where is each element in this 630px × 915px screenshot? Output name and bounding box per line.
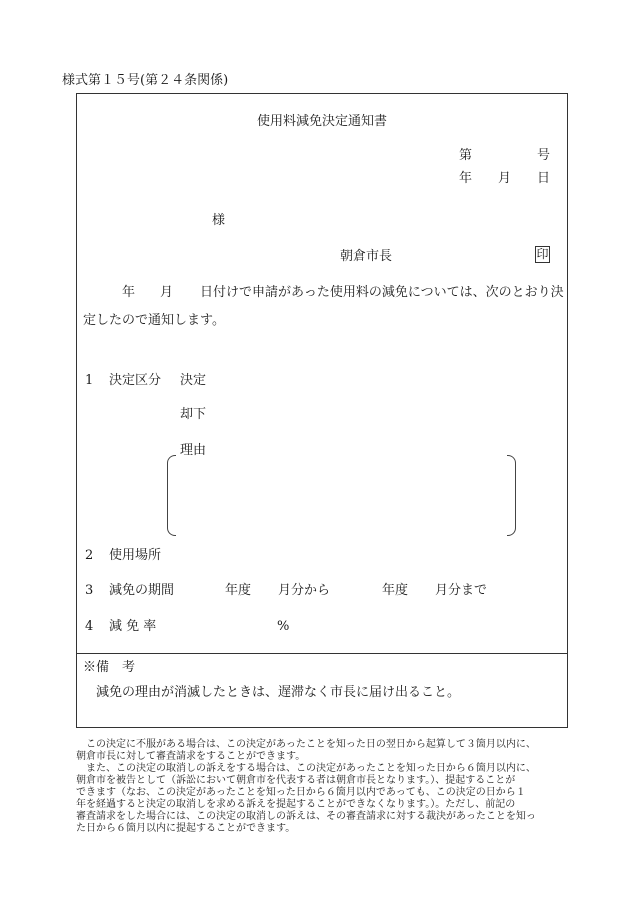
footer-note-line: 年を経過すると決定の取消しを求める訴えを提起することができなくなります。）。ただし、前記の <box>76 799 516 810</box>
issuer-name: 朝倉市長 <box>340 249 393 264</box>
reason-bracket-right <box>507 455 516 536</box>
item1-reason-label: 理由 <box>180 443 207 458</box>
addressee-suffix: 様 <box>212 213 226 228</box>
footer-note-line: 朝倉市長に対して審査請求をすることができます。 <box>76 751 306 762</box>
remarks-title: ※備 考 <box>83 660 136 675</box>
body-text-line-2: 定したので通知します。 <box>83 313 225 328</box>
item1-label: 決定区分 <box>109 373 162 388</box>
item3-from-year: 年度 <box>225 583 252 598</box>
remarks-text: 減免の理由が消滅したときは、遅滞なく市長に届け出ること。 <box>96 685 461 700</box>
body-year: 年 <box>122 285 136 300</box>
date-month: 月 <box>498 171 512 186</box>
item1-option-approve: 決定 <box>180 373 207 388</box>
number-suffix: 号 <box>537 148 551 163</box>
body-month: 月 <box>160 285 174 300</box>
date-day: 日 <box>537 171 551 186</box>
item4-label: 減 免 率 <box>109 619 157 634</box>
footer-note-line: また、この決定の取消しの訴えをする場合は、この決定があったことを知った日から６箇月以内に、 <box>76 763 536 774</box>
item4-unit: % <box>277 619 290 634</box>
item3-from-month: 月分から <box>278 583 331 598</box>
form-number-label: 様式第１５号(第２４条関係) <box>62 73 229 88</box>
footer-note-line: 朝倉市を被告として（訴訟において朝倉市を代表する者は朝倉市長となります。）、提起することが <box>76 775 516 786</box>
item3-number: 3 <box>85 583 94 598</box>
footer-note-line: できます（なお、この決定があったことを知った日から６箇月以内であっても、この決定の日から１ <box>76 787 526 798</box>
item3-label: 減免の期間 <box>109 583 175 598</box>
item3-to-year: 年度 <box>382 583 409 598</box>
footer-note-line: 審査請求をした場合には、この決定の取消しの訴えは、その審査請求に対する裁決があったことを知っ <box>76 811 536 822</box>
seal-stamp-box: 印 <box>536 247 549 261</box>
item1-option-reject: 却下 <box>180 407 207 422</box>
reason-bracket-left <box>167 455 176 536</box>
footer-note-line: た日から６箇月以内に提起することができます。 <box>76 823 296 834</box>
item1-number: 1 <box>85 373 94 388</box>
item4-number: 4 <box>85 619 94 634</box>
footer-note-line: この決定に不服がある場合は、この決定があったことを知った日の翌日から起算して３箇月以内に、 <box>76 739 536 750</box>
item2-number: 2 <box>85 548 94 563</box>
remarks-divider <box>76 653 568 654</box>
document-title: 使用料減免決定通知書 <box>257 114 388 129</box>
date-year: 年 <box>459 171 473 186</box>
item2-label: 使用場所 <box>109 548 162 563</box>
item3-to-month: 月分まで <box>435 583 488 598</box>
body-text-line-1: 日付けで申請があった使用料の減免については、次のとおり決 <box>200 285 564 300</box>
number-prefix: 第 <box>459 148 473 163</box>
